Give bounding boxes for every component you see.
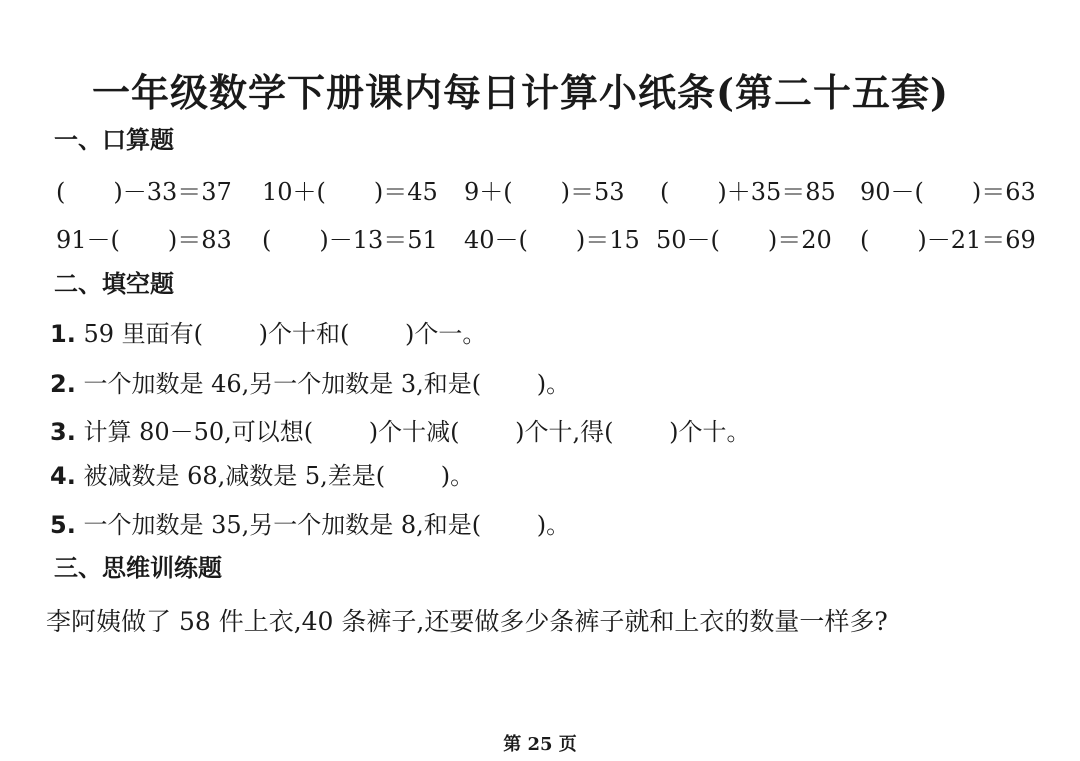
page-title: 一年级数学下册课内每日计算小纸条(第二十五套) xyxy=(92,70,949,115)
question-text: 计算 80－50,可以想( )个十减( )个十,得( )个十。 xyxy=(75,418,751,446)
calc-item: 50－( )＝20 xyxy=(656,226,832,254)
word-problem: 李阿姨做了 58 件上衣,40 条裤子,还要做多少条裤子就和上衣的数量一样多? xyxy=(46,607,888,636)
question-text: 一个加数是 35,另一个加数是 8,和是( )。 xyxy=(75,511,571,539)
calc-row-1 xyxy=(56,172,1046,206)
calc-item: 90－( )＝63 xyxy=(860,178,1036,206)
calc-item: 91－( )＝83 xyxy=(56,226,232,254)
question-number: 2. xyxy=(50,370,76,398)
fill-question-3 xyxy=(50,412,751,447)
section-heading-oral: 一、口算题 xyxy=(54,126,174,154)
question-number: 5. xyxy=(50,511,76,539)
calc-item: ( )－21＝69 xyxy=(860,226,1036,254)
question-text: 一个加数是 46,另一个加数是 3,和是( )。 xyxy=(75,370,571,398)
calc-item: ( )－13＝51 xyxy=(262,226,438,254)
question-number: 1. xyxy=(50,320,76,348)
fill-question-1 xyxy=(50,314,486,349)
question-text: 59 里面有( )个十和( )个一。 xyxy=(75,320,487,348)
calc-item: 9＋( )＝53 xyxy=(464,178,625,206)
question-number: 3. xyxy=(50,418,76,446)
calc-item: ( )＋35＝85 xyxy=(660,178,836,206)
fill-question-5 xyxy=(50,505,570,540)
calc-item: 10＋( )＝45 xyxy=(262,178,438,206)
fill-question-2 xyxy=(50,364,570,399)
page-number: 第 25 页 xyxy=(503,734,577,755)
calc-row-2 xyxy=(56,220,1046,254)
calc-item: 40－( )＝15 xyxy=(464,226,640,254)
calc-item: ( )－33＝37 xyxy=(56,178,232,206)
section-heading-fill: 二、填空题 xyxy=(54,270,174,298)
question-text: 被减数是 68,减数是 5,差是( )。 xyxy=(75,462,475,490)
section-heading-thinking: 三、思维训练题 xyxy=(54,554,222,582)
fill-question-4 xyxy=(50,456,474,491)
question-number: 4. xyxy=(50,462,76,490)
